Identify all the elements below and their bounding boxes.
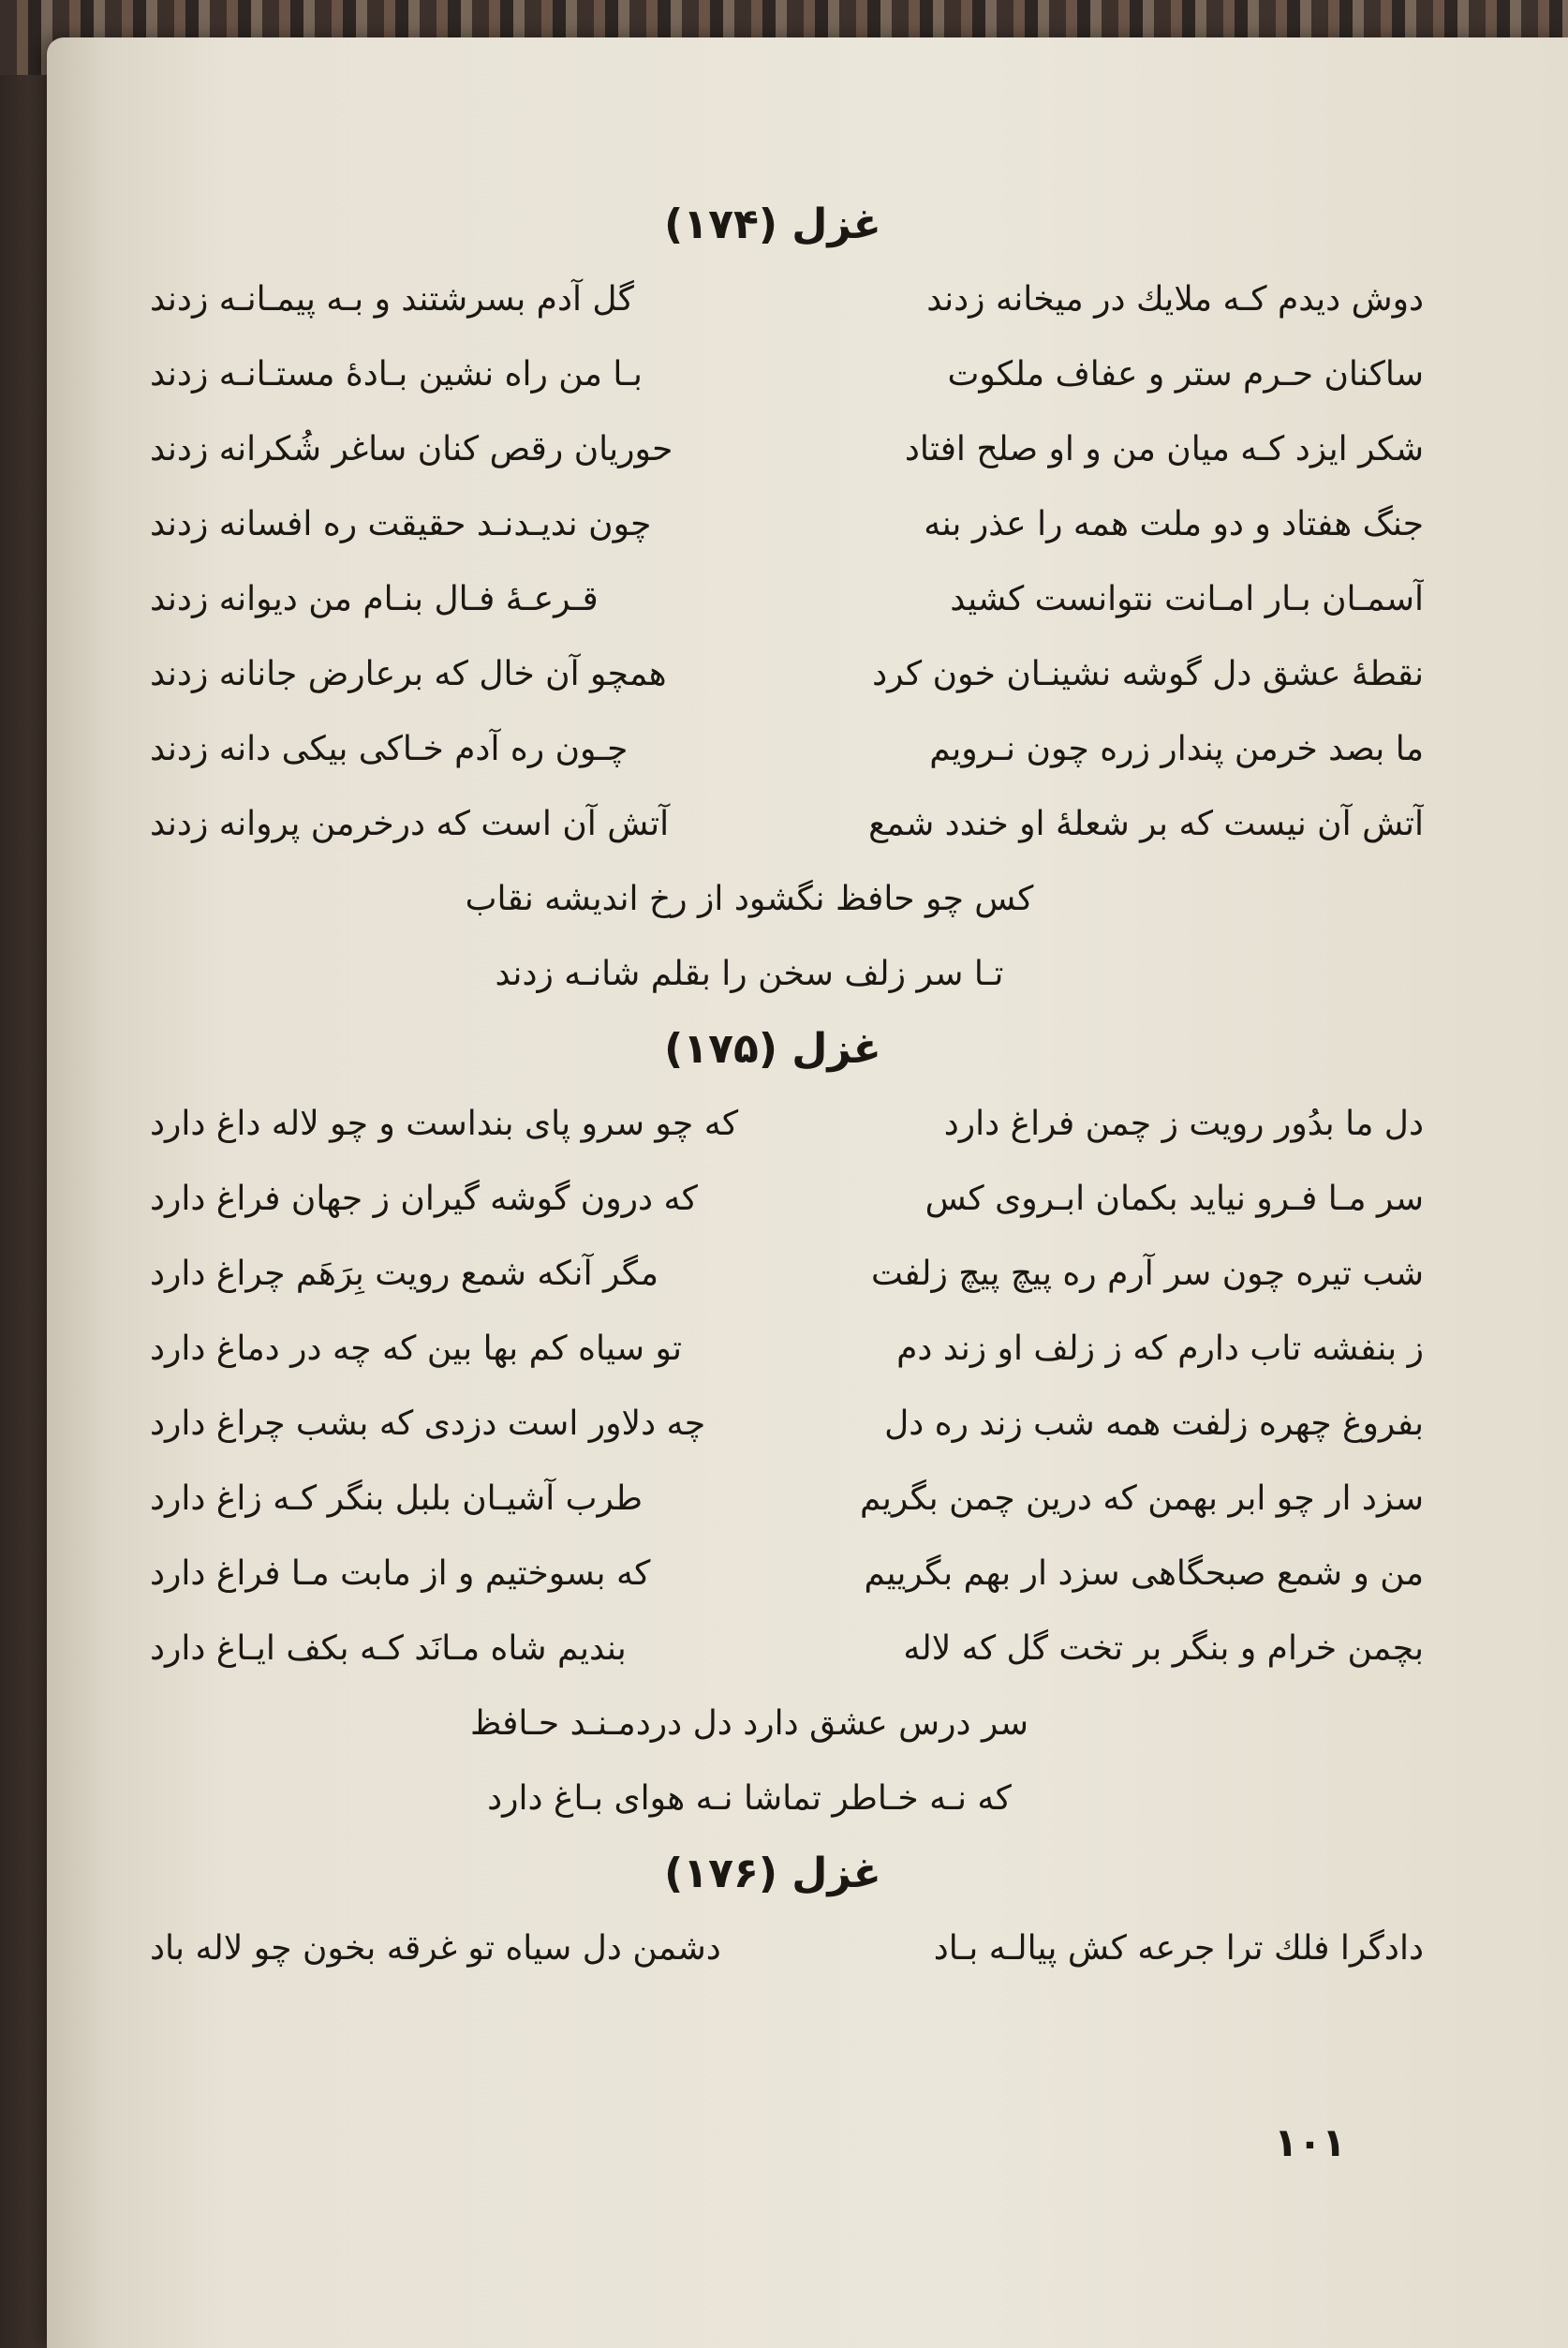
- couplet: [150, 412, 1424, 487]
- first-hemistich: نقطهٔ عشق دل گوشه نشینـان خون کرد: [872, 655, 1424, 693]
- closing-line: سر درس عشق دارد دل دردمـنـد حـافظ: [469, 1704, 1029, 1743]
- first-hemistich: ز بنفشه تاب دارم که ز زلف او زند دم: [896, 1330, 1424, 1368]
- ghazal-175: [150, 1012, 1424, 1836]
- couplet: [150, 1911, 1424, 1986]
- couplet: [150, 337, 1424, 412]
- second-hemistich: بندیم شاه مـانَد کـه بکف ایـاغ دارد: [150, 1629, 627, 1668]
- couplet: [150, 1462, 1424, 1537]
- couplet: [150, 787, 1424, 862]
- second-hemistich: حوریان رقص کنان ساغر شُکرانه زدند: [150, 430, 673, 468]
- first-hemistich: آسمـان بـار امـانت نتوانست کشید: [950, 580, 1424, 618]
- second-hemistich: طرب آشیـان بلبل بنگر کـه زاغ دارد: [150, 1479, 643, 1518]
- first-hemistich: بفروغ چهره زلفت همه شب زند ره دل: [884, 1404, 1424, 1443]
- couplet: [150, 1612, 1424, 1687]
- first-hemistich: جنگ هفتاد و دو ملت همه را عذر بنه: [924, 505, 1424, 543]
- page-content: [150, 187, 1424, 1986]
- first-hemistich: سزد ار چو ابر بهمن که درین چمن بگریم: [859, 1479, 1424, 1518]
- second-hemistich: چون ندیـدنـد حقیقت ره افسانه زدند: [150, 505, 652, 543]
- ghazal-174: [150, 187, 1424, 1012]
- closing-line: که نـه خـاطر تماشا نـه هوای بـاغ دارد: [487, 1779, 1012, 1818]
- page-number: ۱۰۱: [1274, 2119, 1346, 2165]
- first-hemistich: دل ما بدُور رویت ز چمن فراغ دارد: [943, 1105, 1424, 1143]
- first-hemistich: بچمن خرام و بنگر بر تخت گل که لاله: [903, 1629, 1424, 1668]
- first-hemistich: شب تیره چون سر آرم ره پیچ پیچ زلفت: [870, 1255, 1424, 1293]
- second-hemistich: بـا من راه نشین بـادهٔ مستـانـه زدند: [150, 355, 643, 394]
- first-hemistich: ما بصد خرمن پندار زره چون نـرویم: [929, 730, 1424, 768]
- first-hemistich: آتش آن نیست که بر شعلهٔ او خندد شمع: [868, 805, 1424, 843]
- couplet: [150, 1387, 1424, 1462]
- couplet: [150, 1087, 1424, 1162]
- couplet: [150, 1312, 1424, 1387]
- first-hemistich: ساکنان حـرم ستر و عفاف ملکوت: [947, 355, 1424, 394]
- couplet: [150, 1537, 1424, 1612]
- second-hemistich: که بسوختیم و از مابت مـا فراغ دارد: [150, 1554, 651, 1593]
- ghazal-title: غزل (۱۷۴): [664, 201, 881, 248]
- couplet: [150, 1237, 1424, 1312]
- second-hemistich: مگر آنکه شمع رویت بِرَهَم چراغ دارد: [150, 1255, 659, 1293]
- second-hemistich: دشمن دل سیاه تو غرقه بخون چو لاله باد: [150, 1929, 721, 1968]
- first-hemistich: من و شمع صبحگاهی سزد ار بهم بگرییم: [864, 1554, 1424, 1593]
- first-hemistich: دادگرا فلك ترا جرعه کش پیالـه بـاد: [933, 1929, 1424, 1968]
- ghazal-title: غزل (۱۷۶): [664, 1850, 881, 1897]
- second-hemistich: که چو سرو پای بنداست و چو لاله داغ دارد: [150, 1105, 739, 1143]
- couplet: [150, 487, 1424, 562]
- couplet: [150, 1162, 1424, 1237]
- second-hemistich: قـرعـهٔ فـال بنـام من دیوانه زدند: [150, 580, 599, 618]
- second-hemistich: آتش آن است که درخرمن پروانه زدند: [150, 805, 670, 843]
- couplet: [150, 562, 1424, 637]
- couplet: [150, 262, 1424, 337]
- first-hemistich: دوش دیدم کـه ملایك در میخانه زدند: [926, 280, 1424, 319]
- closing-line: تـا سر زلف سخن را بقلم شانـه زدند: [495, 955, 1004, 993]
- second-hemistich: چـون ره آدم خـاکی بیکی دانه زدند: [150, 730, 629, 768]
- ghazal-title: غزل (۱۷۵): [664, 1025, 881, 1073]
- second-hemistich: تو سیاه کم بها بین که چه در دماغ دارد: [150, 1330, 683, 1368]
- couplet: [150, 637, 1424, 712]
- second-hemistich: که درون گوشه گیران ز جهان فراغ دارد: [150, 1180, 698, 1218]
- closing-line: کس چو حافظ نگشود از رخ اندیشه نقاب: [465, 880, 1034, 918]
- second-hemistich: چه دلاور است دزدی که بشب چراغ دارد: [150, 1404, 706, 1443]
- ghazal-176: [150, 1836, 1424, 1986]
- first-hemistich: شکر ایزد کـه میان من و او صلح افتاد: [904, 430, 1424, 468]
- first-hemistich: سر مـا فـرو نیاید بکمان ابـروی کس: [925, 1180, 1424, 1218]
- couplet: [150, 712, 1424, 787]
- second-hemistich: همچو آن خال که برعارض جانانه زدند: [150, 655, 667, 693]
- second-hemistich: گل آدم بسرشتند و بـه پیمـانـه زدند: [150, 280, 634, 319]
